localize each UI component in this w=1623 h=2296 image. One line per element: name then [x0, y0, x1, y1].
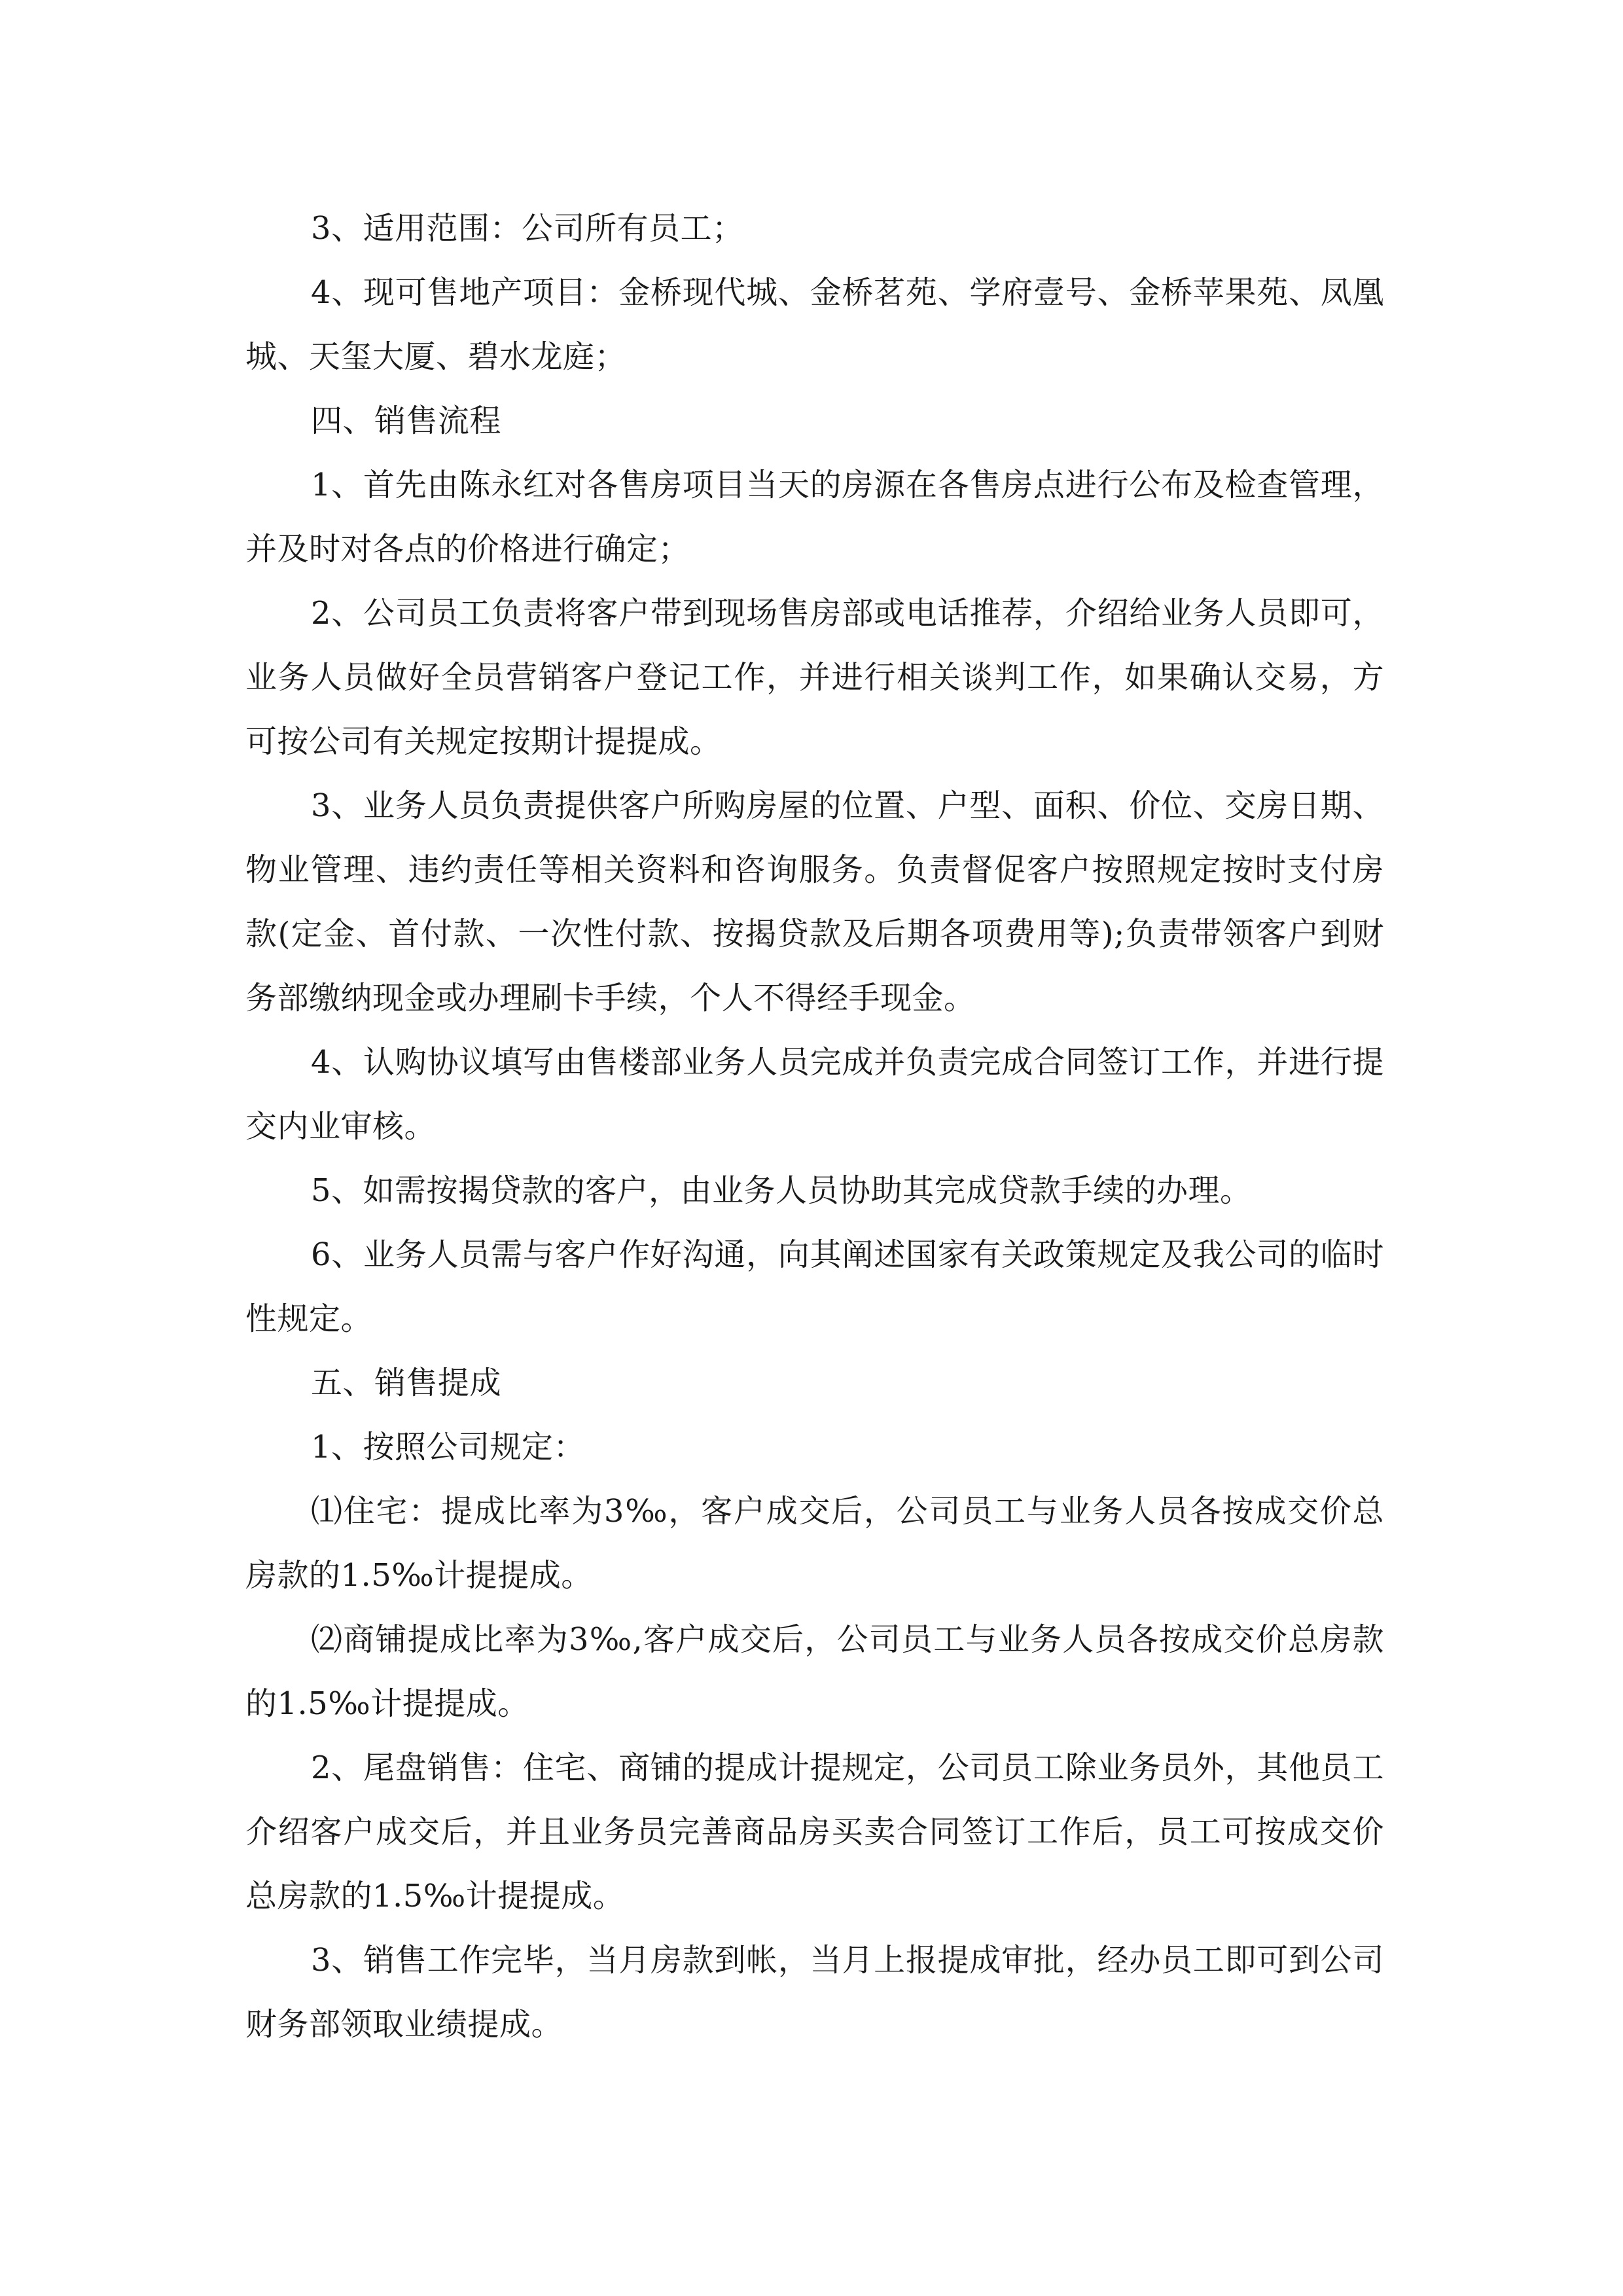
paragraph-process-5: 5、如需按揭贷款的客户，由业务人员协助其完成贷款手续的办理。 [311, 1172, 1252, 1209]
paragraph-commission-residential: ⑴住宅：提成比率为3‰，客户成交后，公司员工与业务人员各按成交价总房款的1.5‰计提提成。 [245, 1493, 1384, 1594]
paragraph-process-4: 4、认购协议填写由售楼部业务人员完成并负责完成合同签订工作，并进行提交内业审核。 [245, 1044, 1384, 1145]
paragraph-process-6: 6、业务人员需与客户作好沟通，向其阐述国家有关政策规定及我公司的临时性规定。 [245, 1236, 1384, 1337]
section-heading-sales-commission: 五、销售提成 [311, 1365, 502, 1401]
section-heading-sales-process: 四、销售流程 [311, 403, 502, 439]
paragraph-commission-1: 1、按照公司规定： [311, 1429, 586, 1465]
paragraph-commission-3: 3、销售工作完毕，当月房款到帐，当月上报提成审批，经办员工即可到公司财务部领取业绩提成。 [245, 1942, 1384, 2043]
document-body [245, 196, 1384, 2056]
paragraph-scope: 3、适用范围：公司所有员工； [311, 210, 744, 247]
paragraph-projects: 4、现可售地产项目：金桥现代城、金桥茗苑、学府壹号、金桥苹果苑、凤凰城、天玺大厦、碧水龙庭； [245, 274, 1384, 375]
paragraph-process-2: 2、公司员工负责将客户带到现场售房部或电话推荐，介绍给业务人员即可，业务人员做好全员营销客户登记工作，并进行相关谈判工作，如果确认交易，方可按公司有关规定按期计提提成。 [245, 595, 1384, 760]
paragraph-commission-shops: ⑵商铺提成比率为3‰,客户成交后，公司员工与业务人员各按成交价总房款的1.5‰计提提成。 [245, 1621, 1384, 1722]
paragraph-process-1: 1、首先由陈永红对各售房项目当天的房源在各售房点进行公布及检查管理，并及时对各点的价格进行确定； [245, 467, 1384, 567]
paragraph-process-3: 3、业务人员负责提供客户所购房屋的位置、户型、面积、价位、交房日期、物业管理、违约责任等相关资料和咨询服务。负责督促客户按照规定按时支付房款(定金、首付款、一次性付款、按揭贷款及后期各项费用等);负责带领客户到财务部缴纳现金或办理刷卡手续，个人不得经手现金。 [245, 787, 1384, 1016]
paragraph-commission-2: 2、尾盘销售：住宅、商铺的提成计提规定，公司员工除业务员外，其他员工介绍客户成交后，并且业务员完善商品房买卖合同签订工作后，员工可按成交价总房款的1.5‰计提提成。 [245, 1749, 1384, 1914]
